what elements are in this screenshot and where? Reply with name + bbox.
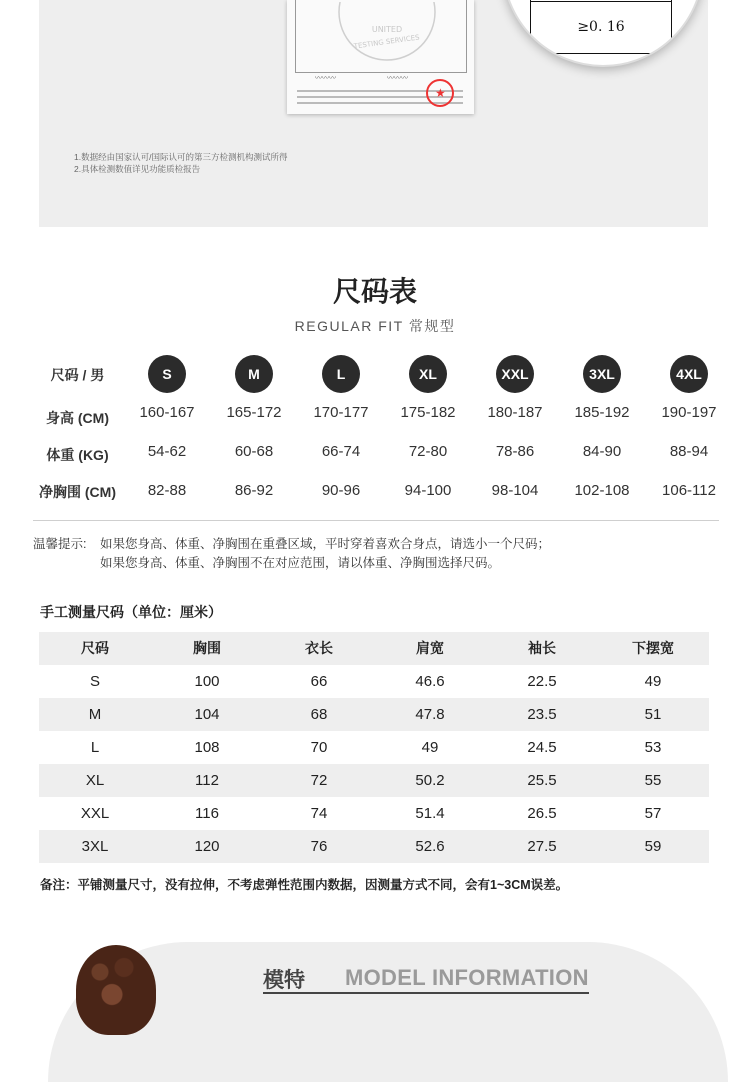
table-cell: 25.5 (527, 772, 557, 789)
size-badge: M (235, 355, 273, 393)
table-cell: 72 (310, 772, 328, 789)
table-cell: 70 (310, 739, 328, 756)
chest-cell: 94-100 (404, 482, 452, 499)
table-header-cell: 衣长 (305, 640, 333, 656)
table-cell: 52.6 (415, 838, 445, 855)
table-cell: 120 (194, 838, 220, 855)
table-cell: 3XL (81, 838, 109, 855)
height-cell: 170-177 (313, 404, 369, 421)
table-cell: 23.5 (527, 706, 557, 723)
weight-cell: 72-80 (408, 443, 448, 460)
table-cell: 104 (194, 706, 220, 723)
size-badge: XL (409, 355, 447, 393)
weight-cell: 84-90 (582, 443, 622, 460)
height-cell: 185-192 (574, 404, 630, 421)
chest-cell: 102-108 (574, 482, 630, 499)
table-header-cell: 尺码 (81, 640, 109, 656)
table-cell: 47.8 (415, 706, 445, 723)
report-note-2: 2.具体检测数值详见功能质检报告 (74, 164, 201, 174)
height-cell: 190-197 (661, 404, 717, 421)
table-cell: S (89, 673, 100, 690)
table-row (39, 764, 709, 797)
report-note-1: 1.数据经由国家认可/国际认可的第三方检测机构测试所得 (74, 152, 288, 162)
chest-cell: 82-88 (147, 482, 187, 499)
table-cell: 46.6 (415, 673, 445, 690)
table-row (39, 731, 709, 764)
magnified-value: ≥0. 16 (577, 19, 625, 35)
table-cell: 74 (310, 805, 328, 822)
chest-cell: 86-92 (234, 482, 274, 499)
tip-label: 温馨提示: (33, 537, 87, 551)
height-cell: 175-182 (400, 404, 456, 421)
table-cell: 59 (644, 838, 662, 855)
table-cell: 57 (644, 805, 662, 822)
height-cell: 180-187 (487, 404, 543, 421)
magnified-table-rule (531, 1, 671, 2)
size-badge: 3XL (583, 355, 621, 393)
chest-cell: 106-112 (662, 482, 716, 499)
signature-mark-2: 〰〰〰 (387, 74, 408, 82)
table-row (39, 797, 709, 830)
magnified-table (530, 0, 672, 56)
table-cell: 100 (194, 673, 220, 690)
size-badge: S (148, 355, 186, 393)
row-label-chest: 净胸围 (CM) (39, 484, 116, 500)
measurements-table (39, 632, 709, 863)
size-badge: XXL (496, 355, 534, 393)
test-certificate-image (287, 0, 474, 114)
table-cell: 53 (644, 739, 662, 756)
row-label-weight: 体重 (KG) (46, 447, 109, 463)
table-cell: 49 (421, 739, 439, 756)
measurements-note: 备注：平铺测量尺寸，没有拉伸，不考虑弹性范围内数据，因测量方式不同，会有1~3CM误差。 (40, 878, 569, 892)
table-header-cell: 下摆宽 (632, 640, 674, 656)
table-cell: 68 (310, 706, 328, 723)
table-cell: 51.4 (415, 805, 445, 822)
signature-mark-1: 〰〰〰 (315, 74, 336, 82)
table-row (39, 698, 709, 731)
tip-line-1: 如果您身高、体重、净胸围在重叠区域，平时穿着喜欢合身点，请选小一个尺码； (100, 537, 551, 551)
watermark-line-2: TESTING SERVICES (353, 33, 421, 51)
red-seal-stamp: ★ (426, 79, 454, 107)
report-notes (74, 151, 287, 175)
size-badge: 4XL (670, 355, 708, 393)
size-badge: L (322, 355, 360, 393)
height-cell: 165-172 (226, 404, 282, 421)
row-label-height: 身高 (CM) (46, 410, 109, 426)
magnified-table-rule (531, 53, 671, 54)
table-header-cell: 胸围 (193, 640, 221, 656)
table-cell: 22.5 (527, 673, 557, 690)
weight-cell: 88-94 (669, 443, 709, 460)
table-cell: 51 (644, 706, 662, 723)
weight-cell: 78-86 (495, 443, 535, 460)
table-cell: 55 (644, 772, 662, 789)
table-cell: 49 (644, 673, 662, 690)
size-chart-title: 尺码表 (332, 276, 417, 307)
height-cell: 160-167 (139, 404, 195, 421)
table-cell: 24.5 (527, 739, 557, 756)
size-chart-subtitle: REGULAR FIT 常规型 (294, 318, 456, 334)
table-header-cell: 肩宽 (416, 640, 444, 656)
row-label-size: 尺码 / 男 (50, 367, 105, 383)
measurements-title: 手工测量尺码（单位：厘米） (40, 604, 222, 620)
table-cell: 76 (310, 838, 328, 855)
table-header-cell: 袖长 (528, 640, 556, 656)
table-cell: 50.2 (415, 772, 445, 789)
tip-line-2: 如果您身高、体重、净胸围不在对应范围，请以体重、净胸围选择尺码。 (100, 556, 501, 570)
table-cell: L (90, 739, 100, 756)
watermark-line-1: UNITED (371, 25, 403, 34)
table-cell: 27.5 (527, 838, 557, 855)
table-header-row (39, 632, 709, 665)
model-title-underline (263, 992, 589, 994)
chest-cell: 90-96 (321, 482, 361, 499)
testing-services-watermark (332, 2, 442, 62)
table-cell: 112 (195, 772, 219, 789)
chest-cell: 98-104 (491, 482, 539, 499)
table-cell: 26.5 (527, 805, 557, 822)
table-cell: XL (85, 772, 105, 789)
weight-cell: 54-62 (147, 443, 187, 460)
weight-cell: 66-74 (321, 443, 361, 460)
table-cell: M (88, 706, 102, 723)
divider (33, 520, 719, 521)
model-title-en: MODEL INFORMATION (345, 965, 589, 990)
model-photo (76, 945, 156, 1035)
model-title-zh: 模特 (263, 969, 305, 992)
table-cell: 66 (310, 673, 328, 690)
weight-cell: 60-68 (234, 443, 274, 460)
table-row (39, 830, 709, 863)
table-cell: 108 (194, 739, 220, 756)
table-row (39, 665, 709, 698)
table-cell: 116 (195, 805, 219, 822)
table-cell: XXL (80, 805, 110, 822)
